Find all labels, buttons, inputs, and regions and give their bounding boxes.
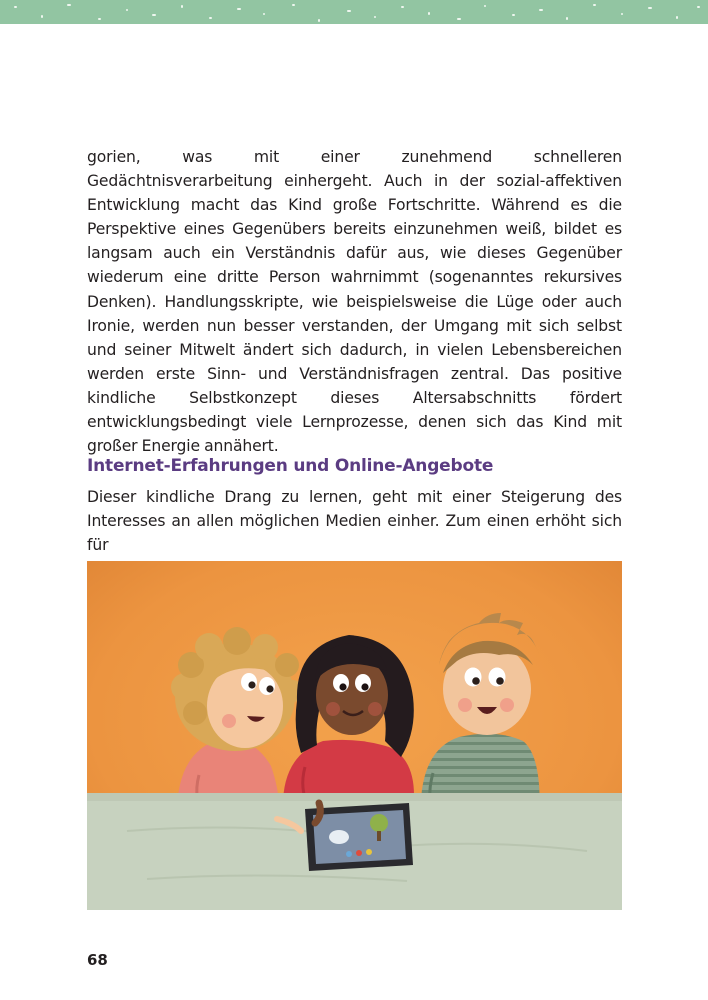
body-paragraph: gorien, was mit einer zunehmend schnelleren Gedächtnisverarbeitung einhergeht. Auch in der sozial-affektiven Entwicklung macht das Kind große Fortschritte. Während es die Perspektive eines Gegenübers bereits einzunehmen weiß, bildet es langsam auch ein Verständnis dafür aus, wie dieses Gegenüber wiederum eine dritte Person wahrnimmt (sogenanntes rekursives Denken). Handlungsskripte, wie beispielsweise die Lüge oder auch Ironie, werden nun besser verstanden, der Umgang mit sich selbst und seiner Mitwelt ändert sich dadurch, in vielen Lebensbereichen werden erste Sinn- und Verständnisfragen zentral. Das positive kindliche Selbstkonzept dieses Altersabschnitts fördert entwicklungsbedingt viele Lernprozesse, denen sich das Kind mit großer Energie annähert. [87, 148, 622, 456]
page-number: 68 [87, 951, 108, 969]
section-heading: Internet-Erfahrungen und Online-Angebote [87, 456, 494, 476]
body-paragraph: Dieser kindliche Drang zu lernen, geht mit einer Steigerung des Interesses an allen möglichen Medien einher. Zum einen erhöht sich für [87, 488, 622, 555]
children-tablet-illustration [87, 561, 622, 910]
top-decorative-band [0, 0, 708, 24]
